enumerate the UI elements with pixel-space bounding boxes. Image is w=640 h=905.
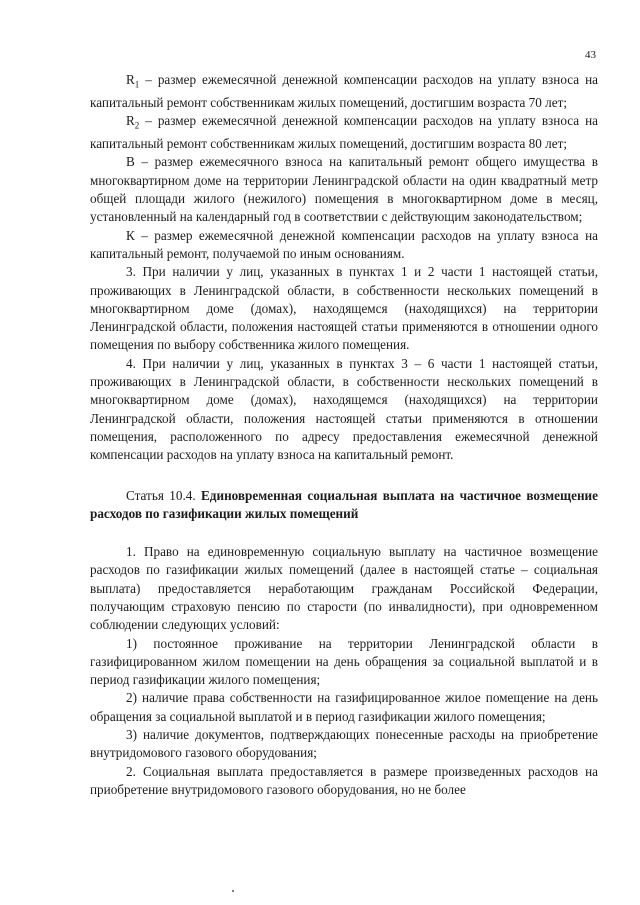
variable-subscript: 2 — [134, 120, 140, 131]
paragraph-k: К – размер ежемесячной денежной компенсации расходов на уплату взноса на капитальный ремонт, получаемой по иным основаниям. — [90, 227, 598, 261]
variable-r: R — [126, 72, 135, 87]
section-spacer — [90, 523, 598, 543]
paragraph-b: В – размер ежемесячного взноса на капитальный ремонт общего имущества в многоквартирном доме на территории Ленинградской области на один квадратный метр общей площади жилого (нежилого) помещения в многоквартирном доме в месяц, установленный на календарный год в соответствии с действующим законодательством; — [90, 154, 598, 225]
paragraph-condition-2: 2) наличие права собственности на газифицированное жилое помещение на день обращения за социальной выплатой и в период газификации жилого помещения; — [90, 690, 598, 724]
paragraph-payment-amount: 2. Социальная выплата предоставляется в размере произведенных расходов на приобретение внутридомового газового оборудования, но не более — [90, 763, 598, 797]
paragraph-text: – размер ежемесячной денежной компенсации расходов на уплату взноса на капитальный ремонт собственникам жилых помещений, достигшим возраста 80 лет; — [90, 113, 598, 152]
paragraph-right-to-payment: 1. Право на единовременную социальную выплату на частичное возмещение расходов по газификации жилых помещений (далее в настоящей статье – социальная выплата) предоставляется неработающим гражданам Российской Федерации, получающим страховую пенсию по старости (по инвалидности), при одновременном соблюдении следующих условий: — [90, 544, 598, 633]
paragraph-text: – размер ежемесячной денежной компенсации расходов на уплату взноса на капитальный ремонт собственникам жилых помещений, достигшим возраста 70 лет; — [90, 72, 598, 110]
paragraph-r2 — [90, 112, 598, 153]
article-number: Статья 10.4. — [126, 487, 196, 503]
scan-speck — [232, 890, 234, 892]
document-body — [90, 71, 598, 799]
paragraph-condition-3: 3) наличие документов, подтверждающих понесенные расходы на приобретение внутридомового газового оборудования; — [90, 727, 598, 761]
article-title: Единовременная социальная выплата на частичное возмещение расходов по газификации жилых помещений — [90, 487, 598, 521]
variable-subscript: 1 — [134, 79, 140, 90]
page-number: 43 — [585, 49, 596, 61]
variable-r: R — [126, 113, 135, 129]
article-heading — [90, 487, 598, 524]
paragraph-r1 — [90, 71, 598, 112]
paragraph-item-4: 4. При наличии у лиц, указанных в пунктах 3 – 6 части 1 настоящей статьи, проживающих в Ленинградской области, в собственности нескольких помещений в многоквартирном доме (домах), находящемся (находящихся) на территории Ленинградской области, положения настоящей статьи применяются в отношении помещения, расположенного по адресу предоставления ежемесячной денежной компенсации расходов на уплату взноса на капитальный ремонт. — [90, 355, 598, 463]
paragraph-item-3: 3. При наличии у лиц, указанных в пунктах 1 и 2 части 1 настоящей статьи, проживающих в Ленинградской области, в собственности нескольких помещений в многоквартирном доме (домах), находящемся (находящихся) на территории Ленинградской области, положения настоящей статьи применяются в отношении одного помещения по выбору собственника жилого помещения. — [90, 264, 598, 353]
paragraph-condition-1: 1) постоянное проживание на территории Ленинградской области в газифицированном жилом помещении на день обращения за социальной выплатой и в период газификации жилого помещения; — [90, 635, 598, 688]
